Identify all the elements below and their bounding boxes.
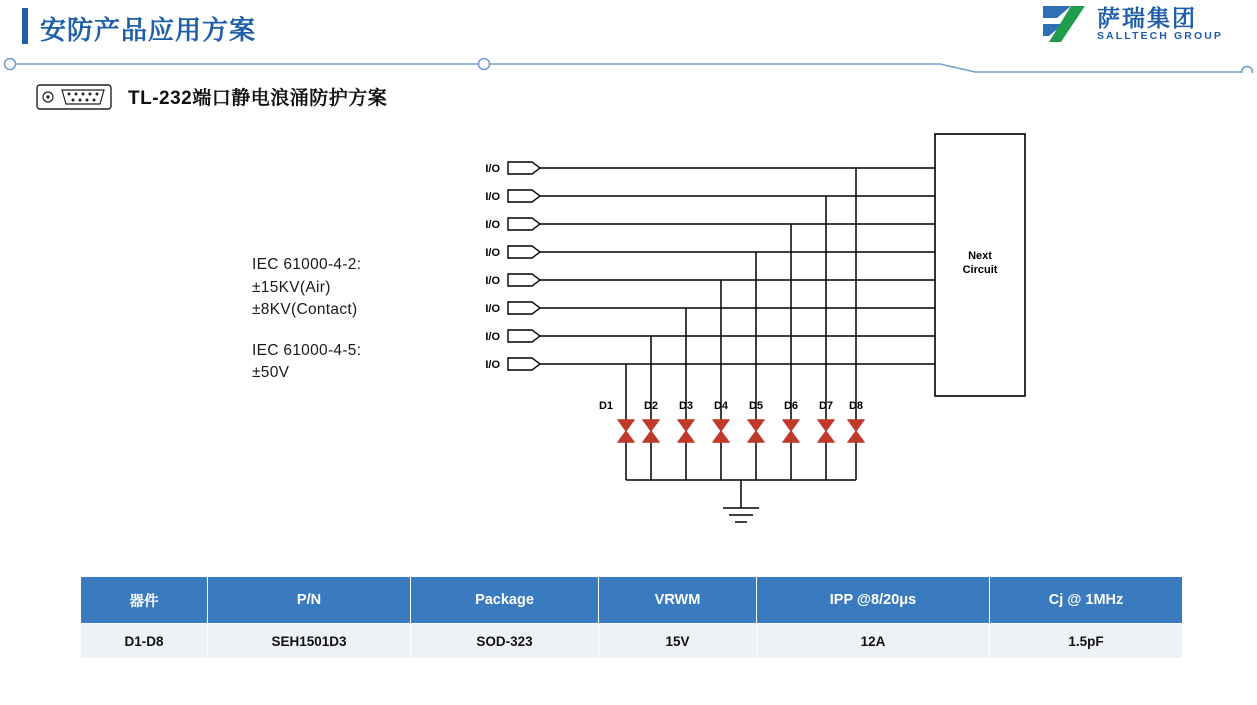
svg-text:I/O: I/O bbox=[485, 359, 500, 371]
table-cell: SOD-323 bbox=[411, 624, 599, 659]
logo-company-name-cn: 萨瑞集团 bbox=[1096, 5, 1197, 32]
spec-line-5: ±50V bbox=[252, 364, 290, 381]
svg-text:I/O: I/O bbox=[485, 163, 500, 175]
table-cell: 12A bbox=[757, 624, 990, 659]
svg-text:I/O: I/O bbox=[485, 219, 500, 231]
svg-text:D6: D6 bbox=[783, 400, 799, 412]
spec-line-4: IEC 61000-4-5: bbox=[252, 341, 362, 359]
spec-line-2: ±15KV(Air) bbox=[252, 278, 331, 296]
db9-connector-icon bbox=[36, 84, 112, 110]
svg-text:D2: D2 bbox=[643, 400, 659, 412]
table-cell: 15V bbox=[599, 624, 757, 659]
svg-text:I/O: I/O bbox=[485, 191, 500, 203]
svg-text:D8: D8 bbox=[848, 400, 864, 412]
table-cell: 1.5pF bbox=[990, 624, 1183, 659]
company-logo bbox=[1041, 4, 1223, 44]
table-row bbox=[81, 624, 1183, 659]
section-heading bbox=[36, 83, 387, 110]
table-header-cell: Cj @ 1MHz bbox=[990, 577, 1183, 624]
svg-text:D3: D3 bbox=[678, 400, 694, 412]
table-cell: SEH1501D3 bbox=[208, 624, 411, 659]
svg-text:Circuit: Circuit bbox=[962, 264, 998, 276]
svg-text:D1: D1 bbox=[598, 400, 614, 412]
svg-text:D4: D4 bbox=[713, 400, 729, 412]
svg-text:I/O: I/O bbox=[485, 331, 500, 343]
table-header-cell: VRWM bbox=[599, 577, 757, 624]
table-cell: D1-D8 bbox=[81, 624, 208, 659]
circuit-schematic bbox=[440, 120, 1140, 545]
logo-company-name-en: SALLTECH GROUP bbox=[1096, 29, 1223, 42]
svg-text:I/O: I/O bbox=[485, 247, 500, 259]
salltech-logo-icon bbox=[1041, 4, 1089, 44]
protection-spec-text bbox=[252, 254, 361, 385]
page-title: 安防产品应用方案 bbox=[40, 15, 257, 45]
svg-text:D7: D7 bbox=[818, 400, 834, 412]
svg-text:D5: D5 bbox=[748, 400, 764, 412]
spec-line-3: ±8KV(Contact) bbox=[252, 301, 358, 318]
table-header-row bbox=[81, 577, 1183, 624]
section-title: TL-232端口静电浪涌防护方案 bbox=[128, 88, 388, 109]
svg-text:I/O: I/O bbox=[485, 275, 500, 287]
header-accent-bar bbox=[22, 8, 28, 44]
table-header-cell: 器件 bbox=[81, 577, 208, 624]
table-header-cell: Package bbox=[411, 577, 599, 624]
spec-line-1: IEC 61000-4-2: bbox=[252, 256, 362, 273]
svg-text:Next: Next bbox=[968, 250, 992, 262]
table-header-cell: P/N bbox=[208, 577, 411, 624]
svg-text:I/O: I/O bbox=[485, 303, 500, 315]
parameter-table bbox=[80, 576, 1183, 659]
page-header bbox=[0, 0, 1257, 72]
table-header-cell: IPP @8/20μs bbox=[757, 577, 990, 624]
header-divider-line bbox=[0, 55, 1257, 73]
